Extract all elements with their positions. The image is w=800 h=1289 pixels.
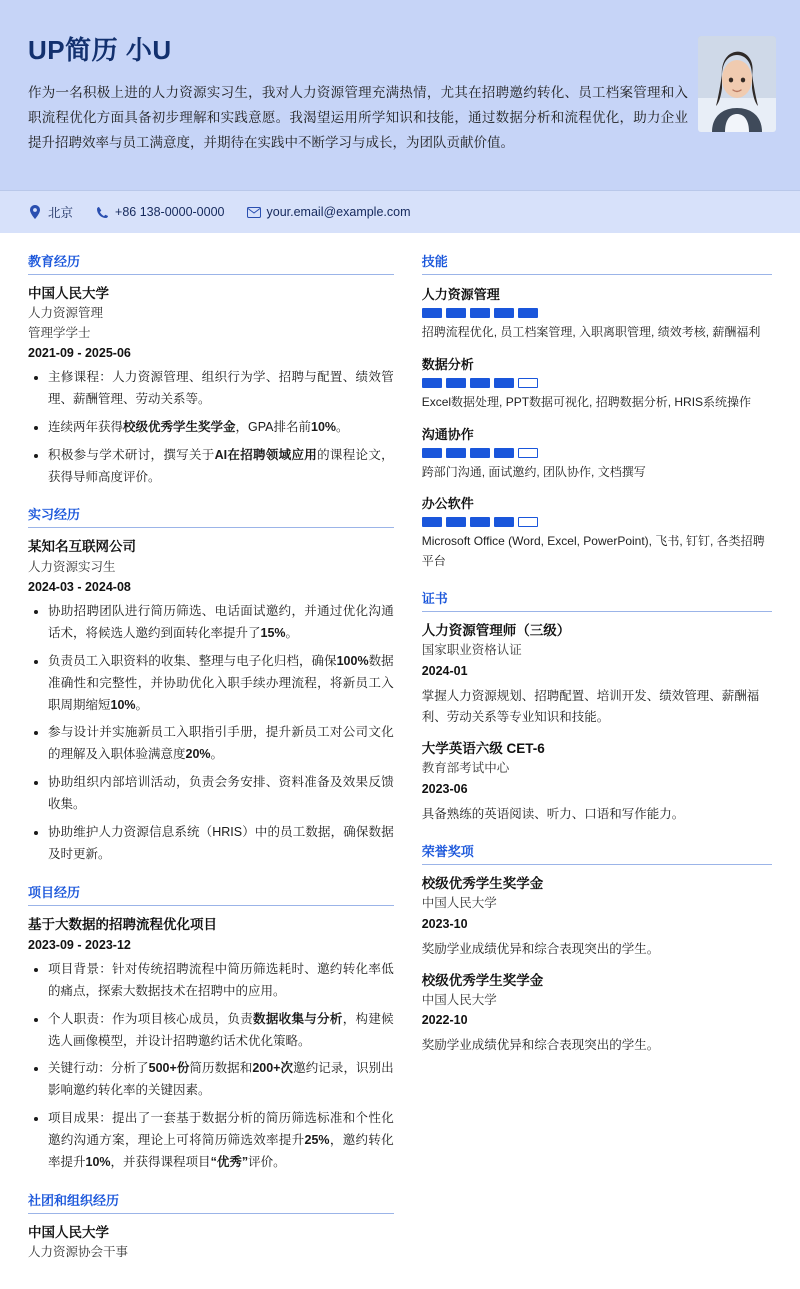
section-title-skills: 技能 [422,251,772,275]
skill-dot [494,517,514,527]
skill-dot [446,378,466,388]
skill-dot [470,378,490,388]
skill-dot [518,448,538,458]
internship-role: 人力资源实习生 [28,559,116,574]
right-column [422,251,772,1289]
project-entry [28,915,394,1174]
resume-header [0,0,800,190]
project-name: 基于大数据的招聘流程优化项目 [28,916,217,932]
internship-company: 某知名互联网公司 [28,539,136,555]
education-entry [28,284,394,488]
list-item: • 负责员工入职资料的收集、整理与电子化归档，确保100%数据准确性和完整性，并协助优化入职手续办理流程，将新员工入职周期缩短10%。 [48,651,394,717]
certificate-date: 2023-06 [421,781,468,796]
project-date: 2023-09 - 2023-12 [28,937,131,952]
club-entry [28,1223,394,1263]
contact-location [28,203,73,221]
section-skills [422,251,772,572]
header-summary: 作为一名积极上进的人力资源实习生，我对人力资源管理充满热情，尤其在招聘邀约转化、员工档案管理和入职流程优化方面具备初步理解和实践意愿。我渴望运用所学知识和技能，通过数据分析和流程优化，助力企业提升招聘效率与员工满意度，并期待在实践中不断学习与成长，为团队贡献价值。 [28,85,688,150]
skill-desc: Excel数据处理, PPT数据可视化, 招聘数据分析, HRIS系统操作 [421,394,752,409]
phone-icon [95,205,109,219]
avatar [698,36,776,132]
location-pin-icon [28,205,42,219]
skill-dot [422,308,442,318]
section-certificates [422,588,772,825]
skill-dot [518,517,538,527]
certificate-name: 大学英语六级 CET-6 [421,741,545,757]
list-item: • 参与设计并实施新员工入职指引手册，提升新员工对公司文化的理解及入职体验满意度20%。 [48,722,394,766]
section-internship [28,504,394,865]
skill-dot [470,308,490,318]
education-date: 2021-09 - 2025-06 [28,346,131,360]
resume-body [0,233,800,1289]
list-item: • 主修课程：人力资源管理、组织行为学、招聘与配置、绩效管理、薪酬管理、劳动关系等。 [48,367,394,411]
honor-date: 2022-10 [421,1013,468,1028]
left-column [28,251,394,1289]
contact-email [247,205,411,219]
skill-item [422,493,772,572]
skill-name: 沟通协作 [421,426,474,442]
skill-dot [494,378,514,388]
project-bullets [28,959,394,1174]
skill-desc: 招聘流程优化, 员工档案管理, 入职离职管理, 绩效考核, 薪酬福利 [421,325,761,339]
skill-item [422,424,772,483]
skill-name: 数据分析 [421,356,474,372]
list-item: • 关键行动：分析了500+份简历数据和200+次邀约记录，识别出影响邀约转化率的关键因素。 [48,1058,394,1102]
section-club [28,1190,394,1274]
list-item: • 协助维护人力资源信息系统（HRIS）中的员工数据，确保数据及时更新。 [48,822,394,866]
skill-desc: Microsoft Office (Word, Excel, PowerPoint), 飞书, 钉钉, 各类招聘平台 [421,534,765,569]
list-item: • 积极参与学术研讨，撰写关于AI在招聘领域应用的课程论文，获得导师高度评价。 [48,445,394,489]
skill-dot [470,448,490,458]
contact-location-text: 北京 [48,206,74,220]
certificate-entry [422,621,772,728]
internship-entry [28,537,394,865]
skill-level-dots [422,378,772,388]
education-degree: 管理学学士 [28,325,91,340]
section-title-certificates: 证书 [422,588,772,612]
page-title: UP简历 小U [28,35,172,65]
internship-date: 2024-03 - 2024-08 [28,580,131,594]
list-item: • 个人职责：作为项目核心成员，负责数据收集与分析，构建候选人画像模型，并设计招聘邀约话术优化策略。 [48,1009,394,1053]
honor-desc: 奖励学业成绩优异和综合表现突出的学生。 [421,941,660,956]
skill-dot [446,448,466,458]
certificate-issuer: 教育部考试中心 [421,761,510,776]
honor-entry [422,971,772,1057]
skill-desc: 跨部门沟通, 面试邀约, 团队协作, 文档撰写 [421,464,646,479]
club-role: 人力资源协会干事 [28,1245,129,1259]
skill-dot [446,517,466,527]
education-school: 中国人民大学 [28,286,109,301]
honor-entry [422,874,772,960]
honor-issuer: 中国人民大学 [421,993,497,1008]
contact-bar [0,190,800,233]
skill-dot [494,448,514,458]
honor-name: 校级优秀学生奖学金 [421,875,544,891]
mail-icon [247,205,261,219]
section-title-internship: 实习经历 [28,504,394,528]
honor-desc: 奖励学业成绩优异和综合表现突出的学生。 [421,1038,660,1053]
internship-bullets [28,601,394,866]
list-item: • 连续两年获得校级优秀学生奖学金，GPA排名前10%。 [48,417,394,439]
contact-phone-text: +86 138-0000-0000 [115,205,225,219]
section-honors [422,841,772,1057]
skill-dot [470,517,490,527]
certificate-date: 2024-01 [421,663,468,678]
skill-level-dots [422,448,772,458]
honor-date: 2023-10 [421,916,468,931]
skill-dot [518,308,538,318]
certificate-desc: 掌握人力资源规划、招聘配置、培训开发、绩效管理、薪酬福利、劳动关系等专业知识和技能。 [421,688,760,724]
skill-dot [422,517,442,527]
section-education [28,251,394,488]
skill-item [422,354,772,413]
certificate-name: 人力资源管理师（三级） [421,622,571,638]
skill-dot [518,378,538,388]
skill-dot [446,308,466,318]
education-bullets [28,367,394,488]
certificate-entry [422,739,772,825]
list-item: • 项目成果：提出了一套基于数据分析的简历筛选标准和个性化邀约沟通方案，理论上可将简历筛选效率提升25%，邀约转化率提升10%，并获得课程项目“优秀”评价。 [48,1108,394,1174]
list-item: • 项目背景：针对传统招聘流程中简历筛选耗时、邀约转化率低的痛点，探索大数据技术在招聘中的应用。 [48,959,394,1003]
section-title-project: 项目经历 [28,882,394,906]
skill-name: 办公软件 [421,496,474,512]
certificate-desc: 具备熟练的英语阅读、听力、口语和写作能力。 [421,806,685,821]
skill-dot [494,308,514,318]
skill-level-dots [422,517,772,527]
list-item: • 协助组织内部培训活动，负责会务安排、资料准备及效果反馈收集。 [48,772,394,816]
list-item: • 协助招聘团队进行简历筛选、电话面试邀约，并通过优化沟通话术，将候选人邀约到面转化率提升了15%。 [48,601,394,645]
education-major: 人力资源管理 [28,306,104,321]
certificate-issuer: 国家职业资格认证 [421,643,522,658]
honor-name: 校级优秀学生奖学金 [421,972,544,988]
skill-item [422,284,772,343]
skill-level-dots [422,308,772,318]
contact-phone [95,205,224,219]
skill-dot [422,448,442,458]
skill-dot [422,378,442,388]
section-title-education: 教育经历 [28,251,394,275]
section-title-honors: 荣誉奖项 [422,841,772,865]
section-title-club: 社团和组织经历 [28,1190,394,1214]
club-org: 中国人民大学 [28,1224,109,1240]
contact-email-text: your.email@example.com [266,205,411,219]
skill-name: 人力资源管理 [421,287,500,302]
honor-issuer: 中国人民大学 [421,896,497,911]
